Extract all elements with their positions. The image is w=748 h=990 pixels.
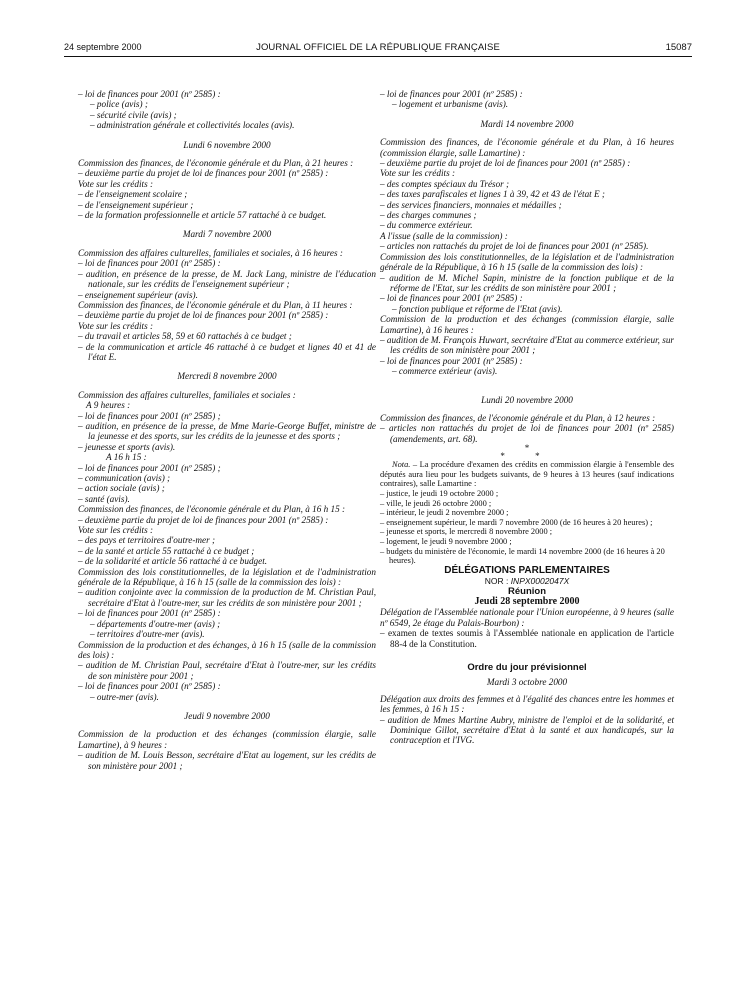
commission-line: Commission de la production et des échanges (commission élargie, salle Lamartine), à 9 heures : [78,729,376,750]
list-item: – audition de M. Louis Besson, secrétaire d'Etat au logement, sur les crédits de son ministère pour 2001 ; [78,750,376,771]
page-header [64,42,692,56]
commission-line: Commission des lois constitutionnelles, de la législation et de l'administration générale de la République, à 16 h 15 (salle de la commission des lois) : [78,566,376,588]
list-item: – logement, le jeudi 9 novembre 2000 ; [380,536,512,546]
list-item: – jeunesse et sports, le mercredi 8 novembre 2000 ; [380,527,553,537]
subheading-ordre: Ordre du jour prévisionnel [467,661,587,673]
list-item: – enseignement supérieur (avis). [78,289,198,300]
nor-reference [380,576,674,586]
list-item: – du commerce extérieur. [380,220,473,231]
list-item: – loi de finances pour 2001 (nº 2585) : [78,608,221,619]
delegation-line: Délégation aux droits des femmes et à l'égalité des chances entre les hommes et les femmes, à 16 h 15 : [380,693,674,715]
list-item: – du travail et articles 58, 59 et 60 rattachés à ce budget ; [78,331,292,342]
list-item: – loi de finances pour 2001 (nº 2585) : [78,258,221,269]
commission-line: Commission des affaires culturelles, familiales et sociales, à 16 heures : [78,247,343,258]
list-item: – action sociale (avis) ; [78,483,165,494]
day-heading: Mardi 14 novembre 2000 [480,118,574,129]
nota-text: La procédure d'examen des crédits en commission élargie à l'ensemble des députés aura lieu pour les budgets suivants, de 9 heures à 13 heures (sauf indications contraires), salle Lamartine : [380,460,674,489]
list-item: – territoires d'outre-mer (avis). [90,629,205,640]
commission-line: Commission des finances, de l'économie générale et du Plan, à 11 heures : [78,299,353,310]
list-item: – deuxième partie du projet de loi de finances pour 2001 (nº 2585) : [380,158,631,169]
list-item: – loi de finances pour 2001 (nº 2585) : [78,681,221,692]
list-item: – départements d'outre-mer (avis) ; [90,618,221,629]
commission-line: Commission de la production et des échanges, à 16 h 15 (salle de la commission des lois) : [78,639,376,660]
vote-label: Vote sur les crédits : [78,525,154,536]
list-item: – de la santé et article 55 rattaché à ce budget ; [78,545,255,556]
list-item: – des comptes spéciaux du Trésor ; [380,178,510,189]
day-heading: Jeudi 9 novembre 2000 [184,710,270,721]
time-label: A 16 h 15 : [106,452,147,463]
nor-value: INPX0002047X [510,576,570,587]
list-item: – intérieur, le jeudi 2 novembre 2000 ; [380,508,509,518]
day-heading: Mercredi 8 novembre 2000 [177,371,277,382]
list-item: – santé (avis). [78,493,130,504]
list-item: – communication (avis) ; [78,473,171,483]
list-item: – examen de textes soumis à l'Assemblée nationale en application de l'article 88-4 de la Constitution. [380,628,674,649]
page-number: 15087 [665,42,692,53]
vote-label: A l'issue (salle de la commission) : [380,230,508,241]
list-item: – audition de M. Christian Paul, secrétaire d'Etat à l'outre-mer, sur les crédits de son ministère pour 2001 ; [78,660,376,681]
list-item: – deuxième partie du projet de loi de finances pour 2001 (nº 2585) : [78,514,329,525]
day-heading: Lundi 6 novembre 2000 [183,139,271,150]
day-heading: Lundi 20 novembre 2000 [481,394,573,405]
list-item: – loi de finances pour 2001 (nº 2585) : [380,293,523,304]
list-item: – audition de M. François Huwart, secrétaire d'Etat au commerce extérieur, sur les crédits de son ministère pour 2001 ; [380,334,674,356]
commission-line: Commission des finances, de l'économie générale et du Plan, à 21 heures : [78,158,354,169]
day-heading: Mardi 7 novembre 2000 [182,229,272,240]
meeting-date: Jeudi 28 septembre 2000 [474,595,580,607]
list-item: – commerce extérieur (avis). [392,366,498,377]
list-item: – budgets du ministère de l'économie, le mardi 14 novembre 2000 (de 16 heures à 20 heures). [380,546,665,566]
list-item: – articles non rattachés du projet de loi de finances pour 2001 (nº 2585). [380,241,649,252]
list-item: – loi de finances pour 2001 (nº 2585) ; [78,462,221,473]
commission-line: Commission des finances, de l'économie générale et du Plan, à 16 heures (commission élargie, salle Lamartine) : [380,137,674,158]
list-item: – enseignement supérieur, le mardi 7 novembre 2000 (de 16 heures à 20 heures) ; [380,517,653,527]
commission-line: Commission des finances, de l'économie générale et du Plan, à 12 heures : [380,412,656,423]
commission-line: Commission des lois constitutionnelles, de la législation et de l'administration générale de la République, à 16 h 15 (salle de la commission des lois) : [380,251,674,273]
asterisk-separator: * * [500,451,554,462]
list-item: – police (avis) ; [90,99,148,110]
list-item: – ville, le jeudi 26 octobre 2000 ; [380,498,492,508]
left-column [78,89,376,771]
list-item: – audition, en présence de la presse, de Mme Marie-George Buffet, ministre de la jeunesse et des sports, sur les crédits de la jeunesse et des sports ; [78,420,376,442]
list-item: – articles non rattachés du projet de loi de finances pour 2001 (nº 2585) (amendements, art. 68). [380,423,674,444]
list-item: – audition de M. Michel Sapin, ministre de la fonction publique et de la réforme de l'Etat, sur les crédits de son ministère pour 2001 ; [380,272,674,293]
list-item: – fonction publique et réforme de l'Etat (avis). [392,303,563,314]
time-label: A 9 heures : [86,400,131,411]
header-date: 24 septembre 2000 [64,42,142,52]
list-item: – audition de Mmes Martine Aubry, ministre de l'emploi et de la solidarité, et Dominique Gillot, secrétaire d'Etat à la santé et aux handicapés, sur la contraception et l'IVG. [380,714,674,746]
list-item: – de l'enseignement supérieur ; [78,199,194,210]
list-item: – de la communication et article 46 rattaché à ce budget et lignes 40 et 41 de l'état E. [78,341,376,362]
list-item: – logement et urbanisme (avis). [392,99,509,110]
list-item: – deuxième partie du projet de loi de finances pour 2001 (nº 2585) : [78,168,329,179]
list-item: – audition, en présence de la presse, de M. Jack Lang, ministre de l'éducation nationale, sur les crédits de l'enseignement supérieur ; [78,268,376,290]
list-item: – loi de finances pour 2001 (nº 2585) ; [78,410,221,421]
list-item: – sécurité civile (avis) ; [90,109,177,120]
nota-block [380,460,674,566]
delegation-line: Délégation de l'Assemblée nationale pour l'Union européenne, à 9 heures (salle nº 6549, 2e étage du Palais-Bourbon) : [380,607,674,628]
list-item: – audition conjointe avec la commission de la production de M. Christian Paul, secrétaire d'Etat à l'outre-mer, sur les crédits de son ministère pour 2001 ; [78,587,376,608]
list-item: – justice, le jeudi 19 octobre 2000 ; [380,488,499,498]
commission-line: Commission des finances, de l'économie générale et du Plan, à 16 h 15 : [78,504,346,515]
commission-line: Commission de la production et des échanges (commission élargie, salle Lamartine), à 16 heures : [380,314,674,335]
nor-label: NOR : [484,576,509,587]
meeting-date: Mardi 3 octobre 2000 [486,677,568,688]
list-item: – des services financiers, monnaies et médailles ; [380,199,562,210]
vote-label: Vote sur les crédits : [380,168,456,179]
list-item: – administration générale et collectivités locales (avis). [90,120,295,131]
vote-label: Vote sur les crédits : [78,320,154,331]
asterisk-separator: * [524,443,530,454]
list-item: – outre-mer (avis). [90,691,159,702]
list-item: – des charges communes ; [380,210,477,221]
list-item: – jeunesse et sports (avis). [78,441,176,452]
list-item: – deuxième partie du projet de loi de finances pour 2001 (nº 2585) : [78,310,329,321]
journal-title: JOURNAL OFFICIEL DE LA RÉPUBLIQUE FRANÇAISE [256,42,500,53]
section-heading: DÉLÉGATIONS PARLEMENTAIRES [444,564,610,576]
vote-label: Vote sur les crédits : [78,178,154,189]
header-rule [64,56,692,57]
list-item: – loi de finances pour 2001 (nº 2585) : [78,89,221,99]
list-item: – des pays et territoires d'outre-mer ; [78,535,216,546]
list-item: – des taxes parafiscales et lignes 1 à 39, 42 et 43 de l'état E ; [380,189,605,200]
right-column [380,89,674,746]
subheading-reunion: Réunion [508,585,546,597]
list-item: – de l'enseignement scolaire ; [78,189,188,200]
list-item: – loi de finances pour 2001 (nº 2585) : [380,355,523,366]
nota-label: Nota. – [392,460,418,470]
commission-line: Commission des affaires culturelles, familiales et sociales : [78,389,296,400]
list-item: – loi de finances pour 2001 (nº 2585) : [380,89,523,99]
list-item: – de la formation professionnelle et article 57 rattaché à ce budget. [78,210,327,221]
list-item: – de la solidarité et article 56 rattaché à ce budget. [78,556,268,567]
